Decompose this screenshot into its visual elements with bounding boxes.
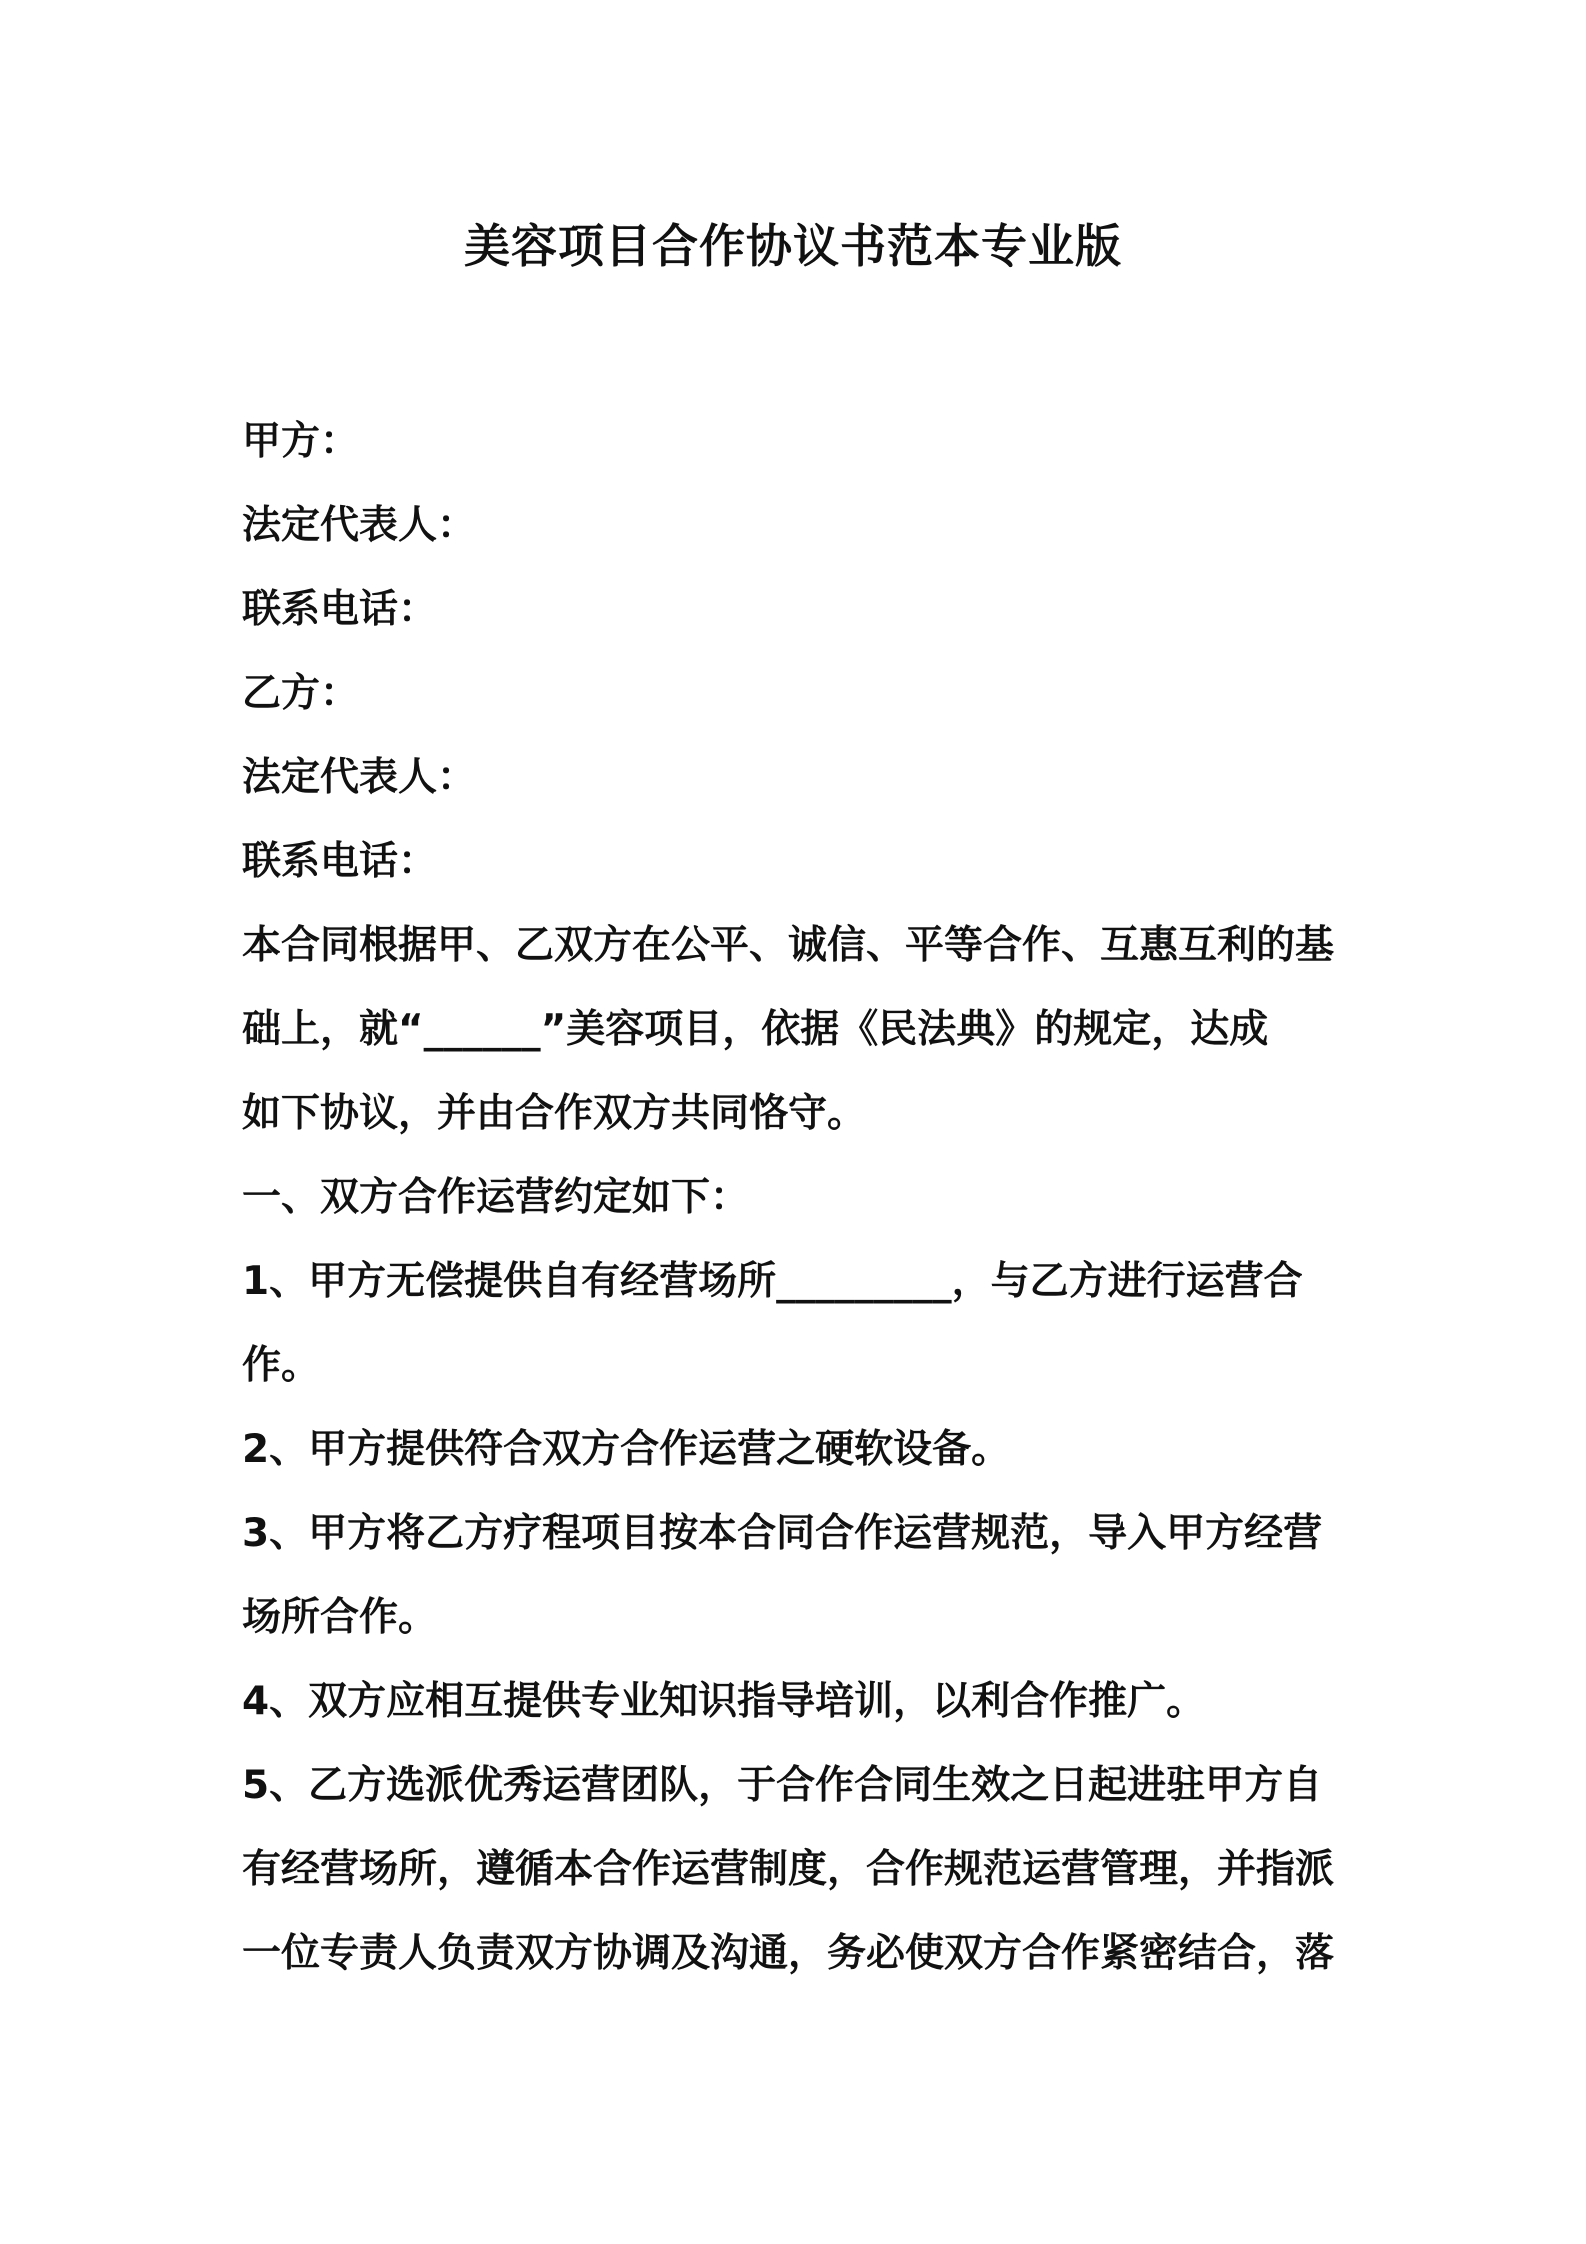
- clause-line: 场所合作。: [242, 1595, 438, 1640]
- clause-line: 3、甲方将乙方疗程项目按本合同合作运营规范，导入甲方经营: [242, 1511, 1323, 1556]
- party-a-legal-representative-label: 法定代表人：: [242, 503, 477, 548]
- document-title: 美容项目合作协议书范本专业版: [464, 219, 1122, 273]
- preamble-line: 本合同根据甲、乙双方在公平、诚信、平等合作、互惠互利的基: [242, 923, 1335, 968]
- party-b-label: 乙方：: [242, 671, 360, 716]
- clause-line: 2、甲方提供符合双方合作运营之硬软设备。: [242, 1427, 1011, 1472]
- clause-line: 5、乙方选派优秀运营团队，于合作合同生效之日起进驻甲方自: [242, 1763, 1323, 1808]
- preamble-line: 础上，就“______”美容项目，依据《民法典》的规定，达成: [242, 1007, 1269, 1052]
- clause-line: 1、甲方无偿提供自有经营场所_________，与乙方进行运营合: [242, 1259, 1303, 1304]
- preamble-line: 如下协议，并由合作双方共同恪守。: [242, 1091, 867, 1136]
- clause-line: 有经营场所，遵循本合作运营制度，合作规范运营管理，并指派: [242, 1847, 1335, 1892]
- clause-line: 作。: [242, 1343, 321, 1388]
- party-b-legal-representative-label: 法定代表人：: [242, 755, 477, 800]
- section-heading: 一、双方合作运营约定如下：: [242, 1175, 750, 1220]
- party-a-phone-label: 联系电话：: [242, 587, 438, 632]
- party-b-phone-label: 联系电话：: [242, 839, 438, 884]
- party-a-label: 甲方：: [242, 419, 360, 464]
- document-body: [242, 400, 1352, 1996]
- clause-line: 4、双方应相互提供专业知识指导培训，以利合作推广。: [242, 1679, 1206, 1724]
- clause-line: 一位专责人负责双方协调及沟通，务必使双方合作紧密结合，落: [242, 1931, 1335, 1976]
